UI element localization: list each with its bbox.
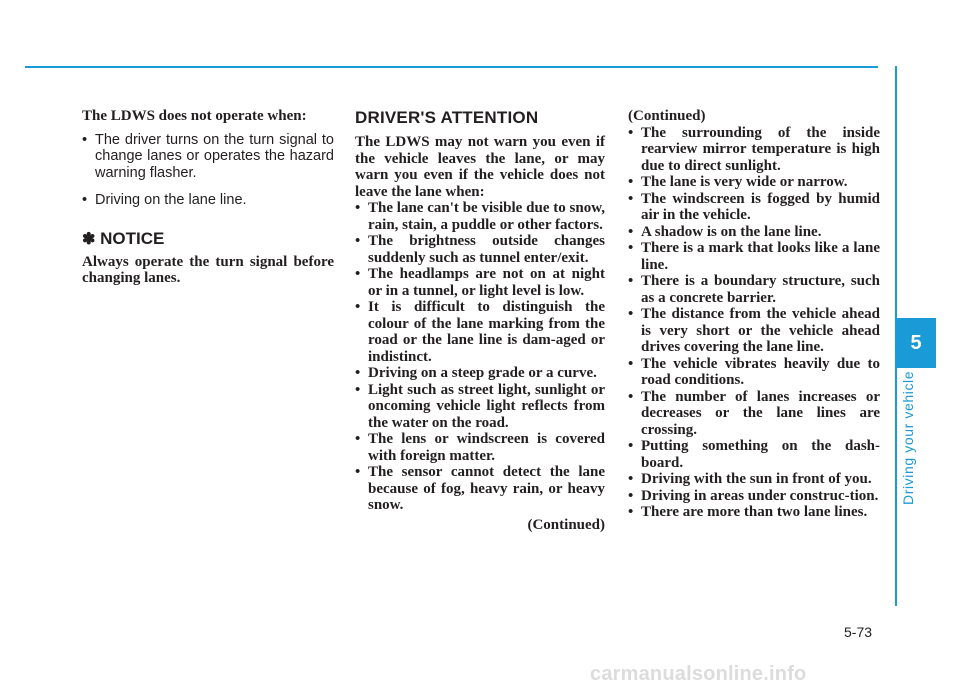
- list-item: • The sensor cannot detect the lane because of fog, heavy rain, or heavy snow.: [355, 464, 605, 513]
- list-item: • Driving on a steep grade or a curve.: [355, 365, 597, 381]
- attention-list-continued: [628, 125, 880, 521]
- list-item: • The windscreen is fogged by humid air in the vehicle.: [628, 190, 880, 223]
- bullet-icon: •: [628, 190, 634, 207]
- bullet-icon: •: [628, 124, 634, 141]
- bullet-icon: •: [355, 365, 361, 381]
- attention-intro: The LDWS may not warn you even if the vehicle leaves the lane, or may warn you even if the vehicle does not leave the lane when:: [355, 134, 605, 200]
- bullet-icon: •: [628, 438, 634, 454]
- bullet-icon: •: [628, 487, 634, 504]
- list-item: • The distance from the vehicle ahead is very short or the vehicle ahead drives covering the lane line.: [628, 306, 880, 355]
- bullet-icon: •: [355, 233, 361, 249]
- bullet-icon: •: [628, 355, 634, 372]
- list-item: • A shadow is on the lane line.: [628, 223, 822, 240]
- notice-mark-icon: ✽: [82, 230, 96, 248]
- bullet-icon: •: [628, 388, 634, 405]
- list-item: • Driving on the lane line.: [82, 192, 247, 208]
- page-number: 5-73: [844, 624, 873, 640]
- bullet-icon: •: [355, 381, 361, 398]
- list-item: • Driving in areas under construc-tion.: [628, 487, 879, 504]
- bullet-icon: •: [355, 266, 361, 282]
- notice-heading: ✽ NOTICE: [82, 228, 165, 248]
- list-item: • The lens or windscreen is covered with foreign matter.: [355, 431, 605, 464]
- continued-label: (Continued): [628, 108, 706, 124]
- continued-label: (Continued): [527, 516, 605, 533]
- list-item: • The number of lanes increases or decreases or the lane lines are crossing.: [628, 388, 880, 438]
- list-item: • There are more than two lane lines.: [628, 504, 868, 520]
- column-left: [82, 108, 334, 287]
- list-item: • The lane can't be visible due to snow, rain, stain, a puddle or other factors.: [355, 200, 605, 233]
- bullet-icon: •: [628, 240, 634, 256]
- list-item: • The driver turns on the turn signal to change lanes or operates the hazard warning flasher.: [82, 131, 334, 181]
- list-item: • The brightness outside changes suddenly such as tunnel enter/exit.: [355, 233, 605, 266]
- list-item: • Light such as street light, sunlight or oncoming vehicle light reflects from the water on the road.: [355, 381, 605, 431]
- list-item: • There is a mark that looks like a lane line.: [628, 240, 880, 273]
- bullet-icon: •: [628, 223, 634, 240]
- list-item: • The vehicle vibrates heavily due to road conditions.: [628, 355, 880, 388]
- bullet-icon: •: [628, 174, 634, 190]
- bullet-icon: •: [355, 299, 361, 315]
- bullet-icon: •: [355, 464, 361, 480]
- bullet-icon: •: [628, 273, 634, 289]
- bullet-icon: •: [82, 192, 88, 208]
- list-item: • The lane is very wide or narrow.: [628, 174, 848, 190]
- chapter-tab: 5: [896, 318, 936, 368]
- column-middle: [355, 108, 605, 533]
- bullet-icon: •: [82, 131, 88, 148]
- list-item: • The headlamps are not on at night or in a tunnel, or light level is low.: [355, 266, 605, 299]
- ldws-intro: The LDWS does not operate when:: [82, 108, 307, 124]
- bullet-icon: •: [628, 471, 634, 487]
- watermark: carmanualsonline.info: [590, 663, 807, 685]
- ldws-conditions-list: [82, 132, 334, 209]
- list-item: • Driving with the sun in front of you.: [628, 471, 872, 487]
- bullet-icon: •: [355, 200, 361, 216]
- bullet-icon: •: [628, 306, 634, 322]
- chapter-title: Driving your vehicle: [900, 370, 916, 505]
- bullet-icon: •: [355, 431, 361, 447]
- attention-list: [355, 200, 605, 514]
- drivers-attention-heading: DRIVER'S ATTENTION: [355, 108, 539, 127]
- column-right: [628, 108, 880, 521]
- list-item: • There is a boundary structure, such as a concrete barrier.: [628, 273, 880, 306]
- notice-text: Always operate the turn signal before changing lanes.: [82, 253, 334, 286]
- header-rule: [25, 66, 878, 68]
- list-item: • Putting something on the dash-board.: [628, 438, 880, 471]
- bullet-icon: •: [628, 504, 634, 520]
- list-item: • The surrounding of the inside rearview mirror temperature is high due to direct sunlight.: [628, 124, 880, 174]
- list-item: • It is difficult to distinguish the colour of the lane marking from the road or the lane line is dam-aged or indistinct.: [355, 299, 605, 365]
